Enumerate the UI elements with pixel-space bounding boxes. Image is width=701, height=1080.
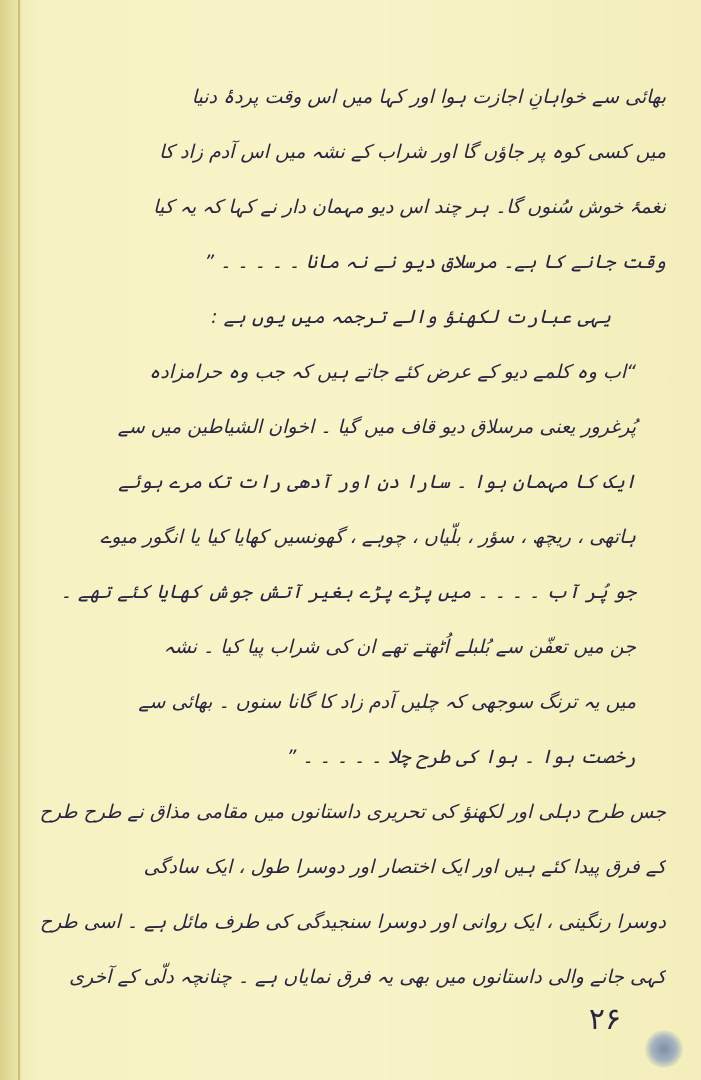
text-line-3: نغمۂ خوش سُنوں گا۔ ہر چند اس دیو مہمان دار نے کہا کہ یہ کیا — [153, 196, 666, 218]
text-line-1: بھائی سے خواہانِ اجازت ہوا اور کہا میں اس وقت پردۂ دنیا — [191, 86, 666, 108]
text-line-9: ہاتھی ، ریچھ ، سؤر ، بلّیاں ، چوہے ، گھونسیں کھایا کیا یا انگور میوے — [100, 526, 636, 548]
text-line-2: میں کسی کوہ پر جاؤں گا اور شراب کے نشہ میں اس آدم زاد کا — [159, 141, 666, 163]
text-line-4: وقت جانے کا ہے۔ مرسلاق دیو نے نہ مانا ۔ ۔ ۔ ۔ ۔ ” — [204, 251, 666, 273]
text-line-13: رخصت ہوا ۔ ہوا کی طرح چلا ۔ ۔ ۔ ۔ ۔ ” — [286, 746, 636, 768]
text-line-12: میں یہ ترنگ سوجھی کہ چلیں آدم زاد کا گانا سنوں ۔ بھائی سے — [138, 691, 636, 713]
text-line-6: “اب وہ کلمے دیو کے عرض کئے جاتے ہیں کہ جب وہ حرامزادہ — [149, 361, 636, 383]
urdu-text-block — [26, 70, 666, 1005]
text-line-14: جس طرح دہلی اور لکھنؤ کی تحریری داستانوں میں مقامی مذاق نے طرح طرح — [39, 801, 666, 823]
text-line-7: پُرغرور یعنی مرسلاق دیو قاف میں گیا ۔ اخوان الشیاطین میں سے — [117, 416, 636, 438]
text-line-5: یہی عبارت لکھنؤ والے ترجمہ میں یوں ہے : — [211, 306, 611, 328]
text-line-16: دوسرا رنگینی ، ایک روانی اور دوسرا سنجیدگی کی طرف مائل ہے ۔ اسی طرح — [39, 911, 666, 933]
text-line-11: جن میں تعفّن سے بُلبلے اُٹھتے تھے ان کی شراب پیا کیا ۔ نشہ — [163, 636, 636, 658]
text-line-17: کہی جانے والی داستانوں میں بھی یہ فرق نمایاں ہے ۔ چنانچہ دلّی کے آخری — [69, 966, 666, 988]
binding-edge — [18, 0, 20, 1080]
text-line-10: جو پُر آب ۔ ۔ ۔ ۔ میں پڑے پڑے بغیر آتش جوش کھایا کئے تھے ۔ — [60, 581, 636, 603]
ink-stain — [645, 1030, 683, 1068]
page-number: ۲۶ — [588, 1002, 622, 1037]
text-line-8: ایک کا مہمان ہوا ۔ سارا دن اور آدھی رات تک مرے ہوئے — [118, 471, 636, 493]
text-line-15: کے فرق پیدا کئے ہیں اور ایک اختصار اور دوسرا طول ، ایک سادگی — [143, 856, 666, 878]
